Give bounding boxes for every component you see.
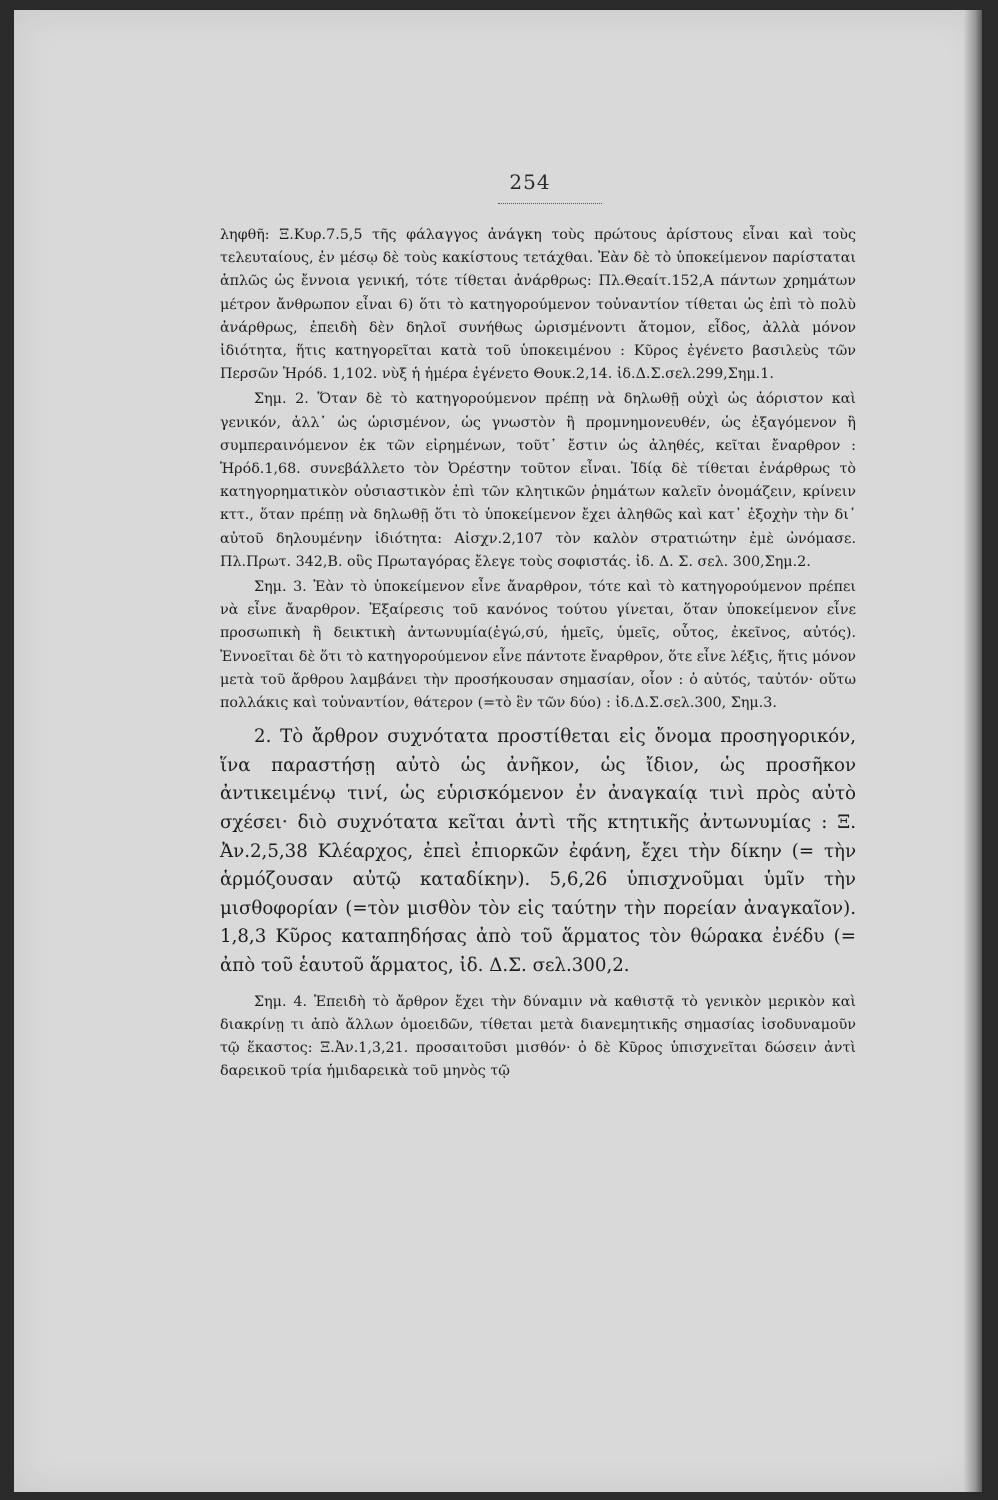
header-dotted-rule	[498, 203, 602, 204]
body-text	[220, 224, 856, 1083]
book-page	[14, 10, 982, 1492]
paragraph-continuation: ληφθῆ: Ξ.Κυρ.7.5,5 τῆς φάλαγγος ἀνάγκη τοὺς πρώτους ἀρίστους εἶναι καὶ τοὺς τελευταίους, ἐν μέσῳ δὲ τοὺς κακίστους τετάχθαι. Ἐὰν δὲ τὸ ὑποκείμενον παρίσταται ἁπλῶς ὡς ἔννοια γενική, τότε τίθεται ἀνάρθρως: Πλ.Θεαίτ.152,Α πάντων χρημάτων μέτρον ἄνθρωπον εἶναι 6) ὅτι τὸ κατηγορούμενον τοὐναντίον τίθεται ὡς ἐπὶ τὸ πολὺ ἀνάρθρως, ἐπειδὴ δὲν δηλοῖ συνήθως ὡρισμένοντι ἄτομον, εἶδος, ἀλλὰ μόνον ἰδιότητα, ἥτις κατηγορεῖται κατὰ τοῦ ὑποκειμένου : Κῦρος ἐγένετο βασιλεὺς τῶν Περσῶν Ἡρόδ. 1,102. νὺξ ἡ ἡμέρα ἐγένετο Θουκ.2,14. ἰδ.Δ.Σ.σελ.299,Σημ.1.	[220, 227, 856, 383]
page-edge-shadow	[964, 10, 982, 1492]
note-3-paragraph: Σημ. 3. Ἐὰν τὸ ὑποκείμενον εἶνε ἄναρθρον, τότε καὶ τὸ κατηγορούμενον πρέπει νὰ εἶνε ἄναρθρον. Ἐξαίρεσις τοῦ κανόνος τούτου γίνεται, ὅταν ὑποκείμενον εἶνε προσωπικὴ ἢ δεικτικὴ ἀντωνυμία(ἐγώ,σύ, ἡμεῖς, ὑμεῖς, οὗτος, ἐκεῖνος, αὐτός). Ἐννοεῖται δὲ ὅτι τὸ κατηγορούμενον εἶνε πάντοτε ἔναρθρον, ὅτε εἶνε λέξις, ἥτις μόνον μετὰ τοῦ ἄρθρου λαμβάνει τὴν προσήκουσαν σημασίαν, οἷον : ὁ αὐτός, ταὐτόν· οὕτω πολλάκις καὶ τοὐναντίον, θάτερον (=τὸ ἓν τῶν δύο) : ἰδ.Δ.Σ.σελ.300, Σημ.3.	[220, 579, 856, 712]
section-2-paragraph: 2. Τὸ ἄρθρον συχνότατα προστίθεται εἰς ὄνομα προσηγορικόν, ἵνα παραστήσῃ αὐτὸ ὡς ἀνῆκον, ὡς ἴδιον, ὡς προσῆκον ἀντικειμένῳ τινί, ὡς εὑρισκόμενον ἐν ἀναγκαίᾳ τινὶ πρὸς αὐτὸ σχέσει· διὸ συχνότατα κεῖται ἀντὶ τῆς κτητικῆς ἀντωνυμίας : Ξ. Ἀν.2,5,38 Κλέαρχος, ἐπεὶ ἐπιορκῶν ἐφάνη, ἔχει τὴν δίκην (= τὴν ἁρμόζουσαν αὐτῷ καταδίκην). 5,6,26 ὑπισχνοῦμαι ὑμῖν τὴν μισθοφορίαν (=τὸν μισθὸν τὸν εἰς ταύτην τὴν πορείαν ἀναγκαῖον). 1,8,3 Κῦρος καταπηδήσας ἀπὸ τοῦ ἅρματος τὸν θώρακα ἐνέδυ (= ἀπὸ τοῦ ἑαυτοῦ ἅρματος, ἰδ. Δ.Σ. σελ.300,2.	[220, 726, 856, 977]
page-number: 254	[509, 170, 551, 194]
note-4-paragraph: Σημ. 4. Ἐπειδὴ τὸ ἄρθρον ἔχει τὴν δύναμιν νὰ καθιστᾷ τὸ γενικὸν μερικὸν καὶ διακρίνῃ τι ἀπὸ ἄλλων ὁμοειδῶν, τίθεται μετὰ διανεμητικῆς σημασίας ἰσοδυναμοῦν τῷ ἕκαστος: Ξ.Ἀν.1,3,21. προσαιτοῦσι μισθόν· ὁ δὲ Κῦρος ὑπισχνεῖται δώσειν ἀντὶ δαρεικοῦ τρία ἡμιδαρεικὰ τοῦ μηνὸς τῷ	[220, 993, 856, 1080]
note-2-paragraph: Σημ. 2. Ὅταν δὲ τὸ κατηγορούμενον πρέπῃ νὰ δηλωθῇ οὐχὶ ὡς ἀόριστον καὶ γενικόν, ἀλλ᾽ ὡς ὡρισμένον, ὡς γνωστὸν ἢ προμνημονευθέν, ὡς ἐξαγόμενον ἢ συμπεραινόμενον ἐκ τῶν εἰρημένων, τοῦτ᾽ ἔστιν ὡς ἀληθές, κεῖται ἔναρθρον : Ἡρόδ.1,68. συνεβάλλετο τὸν Ὀρέστην τοῦτον εἶναι. Ἰδίᾳ δὲ τίθεται ἐνάρθρως τὸ κατηγορηματικὸν οὐσιαστικὸν ἐπὶ τῶν κλητικῶν ῥημάτων καλεῖν ὀνομάζειν, κρίνειν κττ., ὅταν πρέπῃ νὰ δηλωθῇ ὅτι τὸ ὑποκείμενον ἔχει ἀληθῶς καὶ κατ᾽ ἐξοχὴν τὴν δι᾽ αὐτοῦ δηλουμένην ἰδιότητα: Αἰσχν.2,107 τὸν καλὸν στρατιώτην ἐμὲ ὠνόμασε. Πλ.Πρωτ. 342,Β. οὓς Πρωταγόρας ἔλεγε τοὺς σοφιστάς. ἰδ. Δ. Σ. σελ. 300,Σημ.2.	[220, 391, 856, 570]
